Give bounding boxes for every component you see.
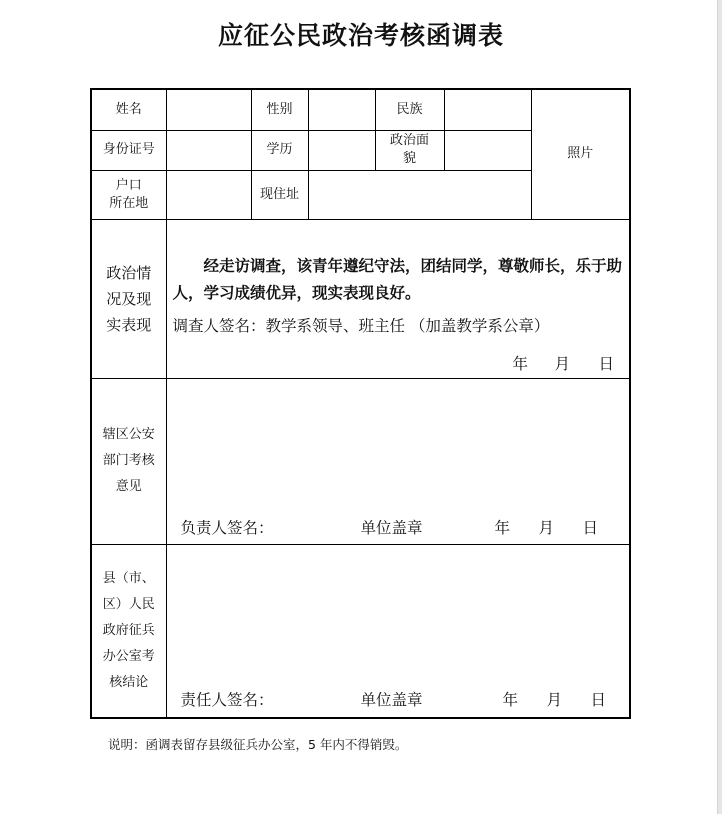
political-content[interactable] [166,219,630,378]
id-label: 身份证号 [91,130,166,170]
gov-label-line4: 办公室考 [102,648,155,664]
footnote: 说明：函调表留存县级征兵办公室，5 年内不得销毁。 [108,737,408,752]
political-field[interactable] [444,130,531,170]
name-field[interactable] [166,89,251,130]
investigator-signature: 调查人签名：教学系领导、班主任 （加盖教学系公章） [172,316,550,335]
gov-label-line3: 政府征兵 [102,622,155,638]
political-statement: 经走访调查，该青年遵纪守法，团结同学，尊敬师长，乐于助人，学习成绩优异，现实表现良好。 [172,256,623,302]
police-day: 日 [582,518,599,537]
ethnicity-field[interactable] [444,89,531,130]
gov-month: 月 [546,690,563,709]
document-title: 应征公民政治考核函调表 [217,21,504,50]
hukou-label-line2: 所在地 [109,195,149,211]
police-label-line2: 部门考核 [102,453,155,468]
gender-field[interactable] [308,89,375,130]
political-day: 日 [598,354,615,373]
gov-label-line2: 区）人民 [102,596,155,612]
ethnicity-label: 民族 [375,89,444,130]
police-label-line3: 意见 [115,479,142,494]
hukou-field[interactable] [166,170,251,219]
address-field[interactable] [308,170,531,219]
political-label-line3: 实表现 [106,315,152,334]
gov-content[interactable] [166,544,630,718]
police-content[interactable] [166,378,630,544]
row-name [91,89,630,130]
row-gov [91,544,630,718]
political-section-label [91,219,166,378]
hukou-label-line1: 户口 [115,177,142,193]
gov-year: 年 [502,690,519,709]
photo-cell[interactable] [531,89,630,219]
political-label-line2: 况及现 [106,289,152,308]
gov-label-line1: 县（市、 [102,570,155,586]
hukou-label [91,170,166,219]
gov-signer: 责任人签名： [180,690,274,709]
police-seal: 单位盖章 [360,518,423,537]
police-label-line1: 辖区公安 [102,427,155,442]
id-field[interactable] [166,130,251,170]
scrollbar-edge[interactable] [717,0,722,814]
gov-day: 日 [590,690,607,709]
row-political [91,219,630,378]
gov-seal: 单位盖章 [360,690,423,709]
political-month: 月 [554,354,571,373]
gender-label: 性别 [251,89,308,130]
political-label: 政治面貌 [375,130,444,170]
gov-label-line5: 核结论 [109,674,149,690]
name-label: 姓名 [91,89,166,130]
police-month: 月 [538,518,555,537]
photo-label: 照片 [567,146,594,162]
row-police [91,378,630,544]
police-section-label [91,378,166,544]
examination-form-table [90,88,631,719]
address-label: 现住址 [251,170,308,219]
education-label: 学历 [251,130,308,170]
political-year: 年 [512,354,529,373]
police-year: 年 [494,518,511,537]
political-label-line1: 政治情 [106,263,152,282]
police-signer: 负责人签名： [180,518,274,537]
gov-section-label [91,544,166,718]
education-field[interactable] [308,130,375,170]
